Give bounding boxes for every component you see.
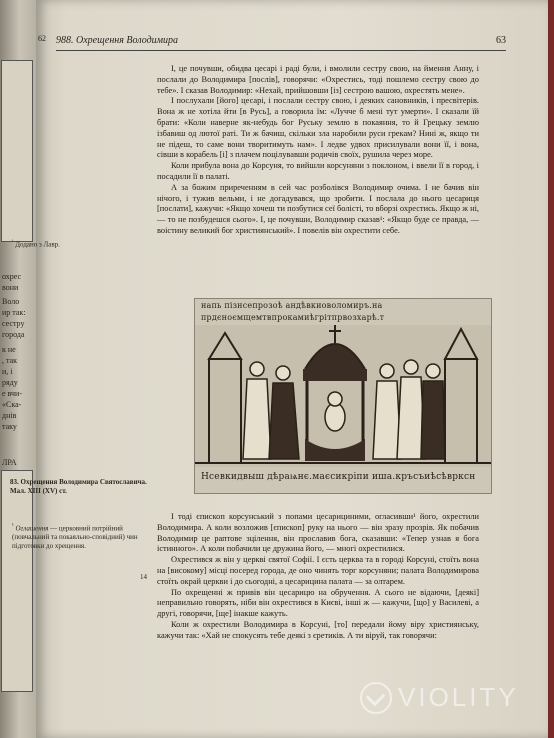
page-number: 63	[496, 35, 506, 46]
adjacent-text-fragment: к не	[2, 345, 16, 354]
miniature-drawing	[195, 299, 491, 493]
miniature-inscription-top: напь пізнсепрозоѣ андѣвкиоволомиръ.на	[201, 301, 383, 310]
paragraph: Коли ж охрестили Володимира в Корсуні, [то] передали йому віру християнську, кажучи так: «Хай не спокусять тебе деякі з єретиків. А ти віруй, так говорячи:	[157, 619, 479, 640]
running-head-title: 988. Охрещення Володимира	[56, 35, 179, 46]
adjacent-text-fragment: , так	[2, 356, 18, 365]
adjacent-text-fragment: охрес	[2, 272, 22, 281]
gloss-term: Оглашення	[15, 524, 49, 533]
adjacent-illustration-bottom	[1, 470, 33, 692]
miniature-illustration	[194, 298, 492, 494]
adjacent-page-number: 62	[38, 34, 46, 43]
watermark-text: VIOLITY	[398, 682, 519, 713]
paragraph: Охрестився ж він у церкві святої Софії. І єсть церква та в городі Корсуні, стоїть вона на [високому] місці посеред города, де оно чинять торг корсуняни; палата Володимирова стоїть окрай церкви і до сьогодні, а цесарицина палата — за олтарем.	[157, 555, 479, 586]
running-head	[56, 34, 506, 51]
adjacent-text-fragment: днів	[2, 411, 17, 420]
adjacent-text-fragment: сестру	[2, 319, 25, 328]
adjacent-text-fragment: ЛРА	[2, 458, 17, 467]
miniature-inscription-bottom: Нсевкидвыш дѣраѩнє.маєсикріпи иша.кръсъиѣсѣврксн	[201, 472, 476, 482]
paragraph: І, це почувши, обидва цесарі і раді були, і вмолили сестру свою, на ймення Анну, і послали до Володимира [послів], говорячи: «Охрестись, тоді пошлемо сестру свою до тебе». І сказав Володимир: «Нехай, прийшовши [із] сестрою вашою, охрестять мене».	[157, 64, 479, 95]
figure-left-1	[243, 379, 271, 459]
figure-right-3	[421, 381, 445, 459]
footnote-mark: ¹	[12, 240, 14, 245]
main-text-bottom	[157, 512, 479, 642]
margin-footnote	[12, 238, 147, 249]
miniature-inscription-second: прдєноємщемтвпрокамиѣгрітпрвозхарѣ.т	[201, 313, 385, 322]
adjacent-text-fragment: вони	[2, 283, 19, 292]
figure-right-1	[373, 381, 401, 459]
watermark	[360, 680, 519, 713]
paragraph: І послухали [його] цесарі, і послали сестру свою, і деяких сановників, і пресвітерів. Вона ж не хотіла йти [в Русь], а говорила їм: «Лучче б мені тут умерти». І сказали їй брати: «Коли наверне як-небудь бог Руську землю в покаяння, то й Грецьку землю ізбавиш од лютої раті. Ти ж бачиш, скільки зла наробили руси грекам? Нині ж, якщо ти не підеш, то саме вони творитимуть нам». І ледве удвох присилували вони її, і вона, сівши в корабель [і] з плачем поцілувавши родичів своїх, рушила через море.	[157, 96, 479, 160]
gloss-mark: ¹	[12, 523, 14, 529]
line-number: 14	[140, 573, 147, 581]
baptized-figure	[325, 403, 345, 431]
adjacent-text-fragment: города	[2, 330, 25, 339]
figure-caption: 83. Охрещення Володимира Святославича. Мал. XIII (XV) ст.	[10, 478, 147, 495]
adjacent-text-fragment: е вчи-	[2, 389, 22, 398]
adjacent-text-fragment: ряду	[2, 378, 18, 387]
gloss-note	[12, 522, 152, 551]
book-cover-edge	[548, 0, 554, 738]
figure-left-2	[269, 383, 299, 459]
footnote-text: Додано з Лавр.	[15, 240, 60, 249]
paragraph: І тоді єпископ корсунський з попами цесарициними, огласивши¹ його, охрестили Володимира. А коли возложив [єпископ] руку на нього — він зразу прозрів. Як побачив Володимир це раптове зцілення, він прославив бога, сказавши: «Тепер узнав я бога істинного». А коли побачили це дружина його, — многі охрестилися.	[157, 512, 479, 554]
adjacent-text-fragment: и, і	[2, 367, 13, 376]
adjacent-illustration-top	[1, 60, 33, 242]
adjacent-page-strip	[0, 0, 36, 738]
adjacent-text-fragment: таку	[2, 422, 17, 431]
paragraph: Коли прибула вона до Корсуня, то вийшли корсуняни з поклоном, і ввели її в город, і посадили її в палаті.	[157, 161, 479, 181]
adjacent-text-fragment: ир так:	[2, 308, 26, 317]
violity-logo-icon	[360, 682, 392, 714]
main-text-top	[157, 64, 479, 237]
paragraph: А за божим приреченням в сей час розболівся Володимир очима. І не бачив він нічого, і тужив вельми, і не догадувався, що зробити. І послала до нього цесариця [послати], кажучи: «Якщо хочеш ти позбутися сеї болісті, то вборзі охрестись. Якщо ж ні, — то не позбудешся сього». І, це почувши, Володимир сказав¹: «Якщо буде се правда, — воістину великий бог християнський». І повелів він охрестити себе.	[157, 182, 479, 235]
paragraph: По охрещенні ж привів він цесарицю на обручення. А сього не відаючи, [деякі] неправильно говорять, ніби він охрестився в Києві, інші ж — кажучи, [що] у Василеві, а другі, говорячи, [ще] інакше кажуть.	[157, 587, 479, 619]
gloss-text: — церковний потрійний (повчальний та покаяльно-сповідний) чин підготовки до хрещення.	[12, 524, 138, 551]
adjacent-text-fragment: Воло	[2, 297, 20, 306]
adjacent-text-fragment: «Ска-	[2, 400, 22, 409]
